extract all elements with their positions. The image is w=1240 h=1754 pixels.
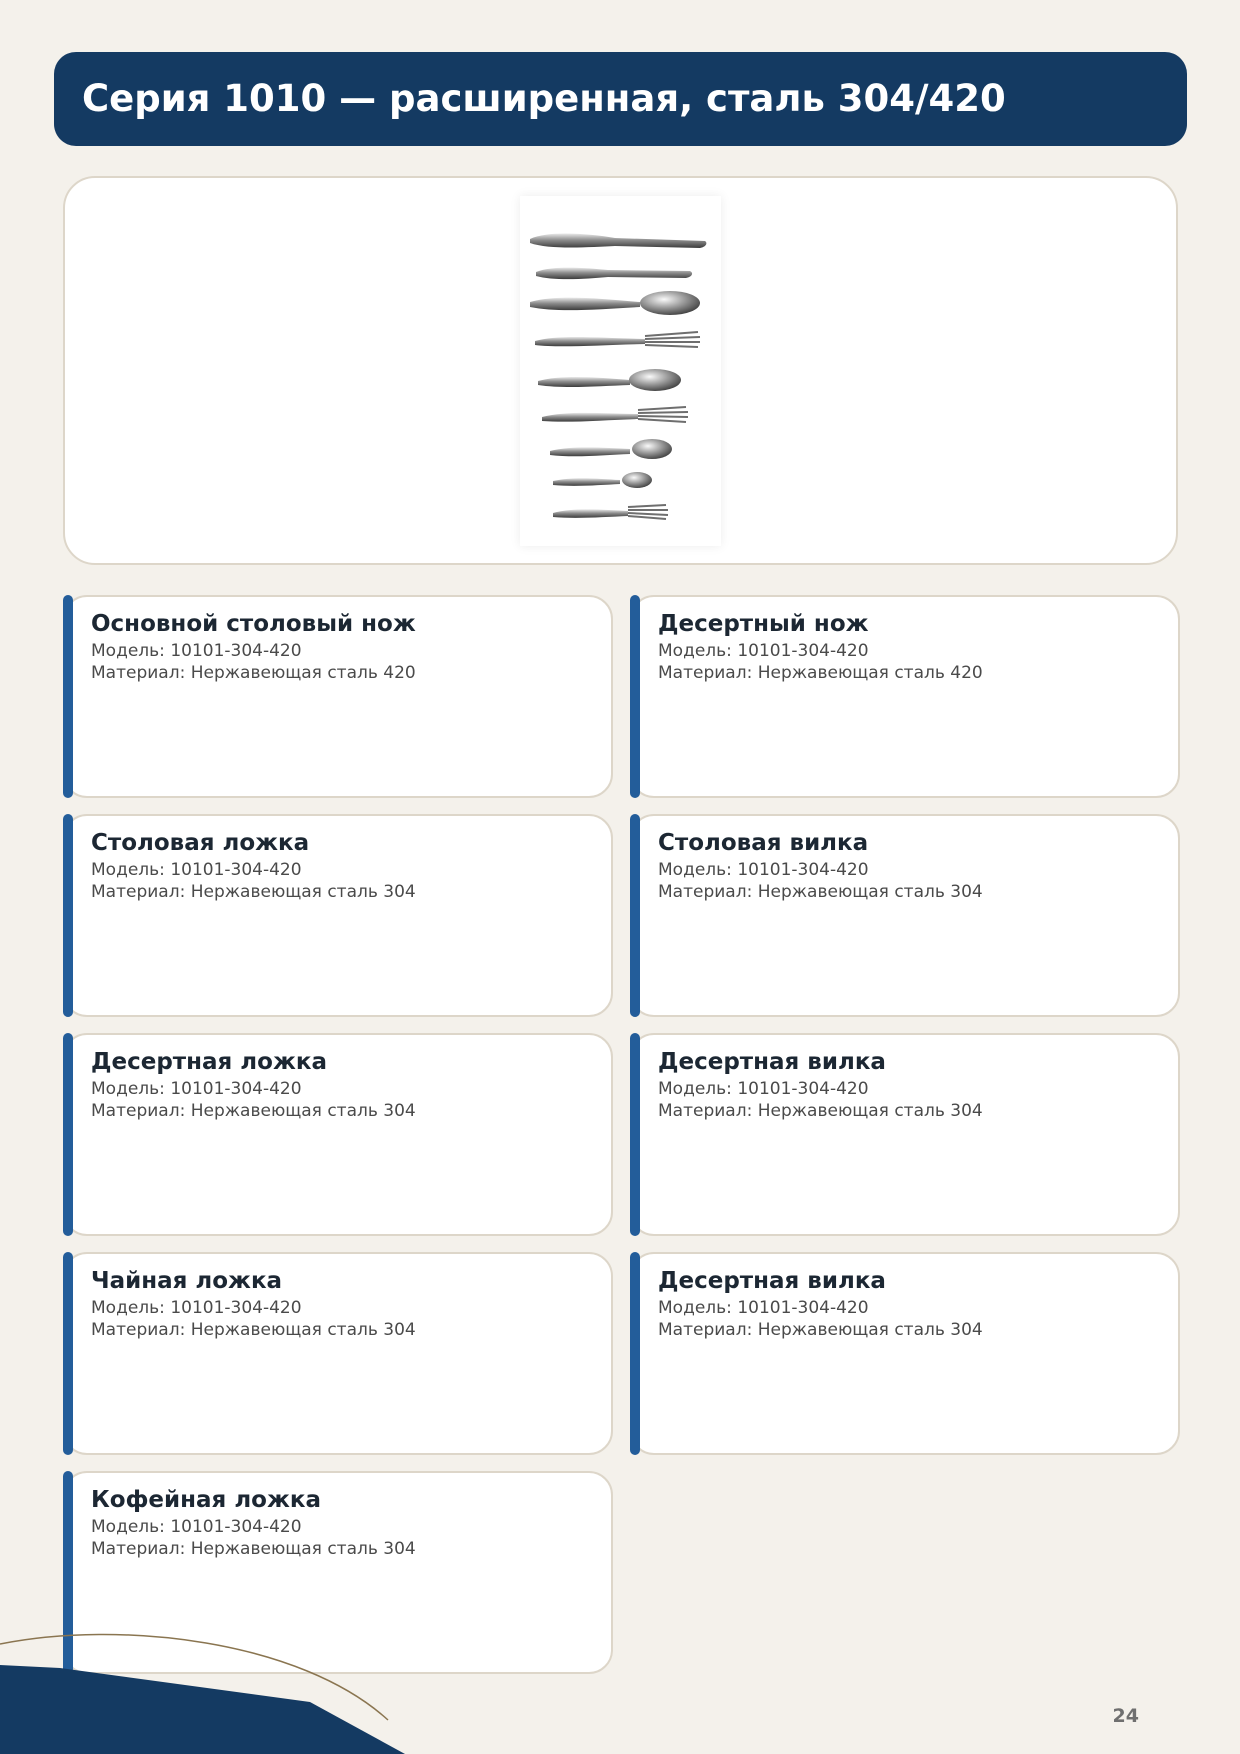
product-name: Столовая вилка — [658, 830, 869, 856]
model-value: 10101-304-420 — [737, 1079, 869, 1099]
material-label: Материал: — [91, 1320, 186, 1340]
product-model — [658, 1079, 869, 1099]
material-label: Материал: — [658, 1101, 753, 1121]
product-card — [63, 1033, 613, 1236]
model-label: Модель: — [658, 860, 732, 880]
product-name: Основной столовый нож — [91, 611, 416, 637]
model-label: Модель: — [91, 1079, 165, 1099]
model-label: Модель: — [91, 1298, 165, 1318]
dessert-fork — [542, 407, 688, 422]
product-model — [91, 1298, 302, 1318]
material-label: Материал: — [91, 663, 186, 683]
material-label: Материал: — [658, 1320, 753, 1340]
material-value: Нержавеющая сталь 420 — [757, 663, 983, 683]
table-fork — [535, 332, 700, 347]
material-value: Нержавеющая сталь 304 — [757, 882, 983, 902]
product-card — [630, 1033, 1180, 1236]
model-value: 10101-304-420 — [737, 1298, 869, 1318]
model-label: Модель: — [658, 641, 732, 661]
material-value: Нержавеющая сталь 304 — [757, 1101, 983, 1121]
page-title: Серия 1010 — расширенная, сталь 304/420 — [82, 77, 1006, 120]
model-value: 10101-304-420 — [170, 1517, 302, 1537]
model-value: 10101-304-420 — [737, 860, 869, 880]
material-value: Нержавеющая сталь 304 — [190, 882, 416, 902]
model-value: 10101-304-420 — [170, 1298, 302, 1318]
small-fork — [553, 505, 668, 519]
card-accent-bar — [63, 1033, 73, 1236]
product-material — [91, 1539, 416, 1559]
product-model — [658, 860, 869, 880]
dinner-knife — [530, 234, 706, 248]
coffee-spoon — [553, 472, 652, 488]
product-material — [91, 882, 416, 902]
model-value: 10101-304-420 — [737, 641, 869, 661]
product-name: Десертная ложка — [91, 1049, 327, 1075]
product-card — [630, 595, 1180, 798]
product-card — [63, 1252, 613, 1455]
card-accent-bar — [630, 1033, 640, 1236]
material-value: Нержавеющая сталь 304 — [190, 1101, 416, 1121]
tea-spoon — [550, 439, 672, 459]
material-value: Нержавеющая сталь 304 — [190, 1539, 416, 1559]
product-material — [91, 1101, 416, 1121]
card-accent-bar — [63, 814, 73, 1017]
footer-wave-decoration — [0, 1620, 420, 1754]
product-name: Десертная вилка — [658, 1049, 886, 1075]
material-value: Нержавеющая сталь 304 — [190, 1320, 416, 1340]
model-value: 10101-304-420 — [170, 641, 302, 661]
model-label: Модель: — [91, 1517, 165, 1537]
model-label: Модель: — [91, 860, 165, 880]
product-model — [91, 1517, 302, 1537]
cutlery-set-photo — [520, 196, 721, 546]
page-number: 24 — [1112, 1705, 1139, 1727]
material-label: Материал: — [658, 882, 753, 902]
model-label: Модель: — [91, 641, 165, 661]
card-accent-bar — [630, 814, 640, 1017]
product-name: Чайная ложка — [91, 1268, 283, 1294]
model-label: Модель: — [658, 1079, 732, 1099]
card-accent-bar — [63, 595, 73, 798]
card-accent-bar — [630, 595, 640, 798]
product-material — [91, 1320, 416, 1340]
product-card — [630, 1252, 1180, 1455]
model-value: 10101-304-420 — [170, 1079, 302, 1099]
product-material — [658, 1101, 983, 1121]
product-material — [91, 663, 416, 683]
product-model — [91, 860, 302, 880]
model-label: Модель: — [658, 1298, 732, 1318]
product-name: Кофейная ложка — [91, 1487, 321, 1513]
header-banner — [54, 52, 1187, 146]
product-name: Десертный нож — [658, 611, 869, 637]
product-model — [658, 1298, 869, 1318]
product-card — [63, 814, 613, 1017]
table-spoon — [530, 291, 700, 315]
dessert-knife — [536, 268, 692, 280]
material-label: Материал: — [658, 663, 753, 683]
card-accent-bar — [630, 1252, 640, 1455]
product-material — [658, 663, 983, 683]
product-name: Столовая ложка — [91, 830, 310, 856]
material-label: Материал: — [91, 1101, 186, 1121]
card-accent-bar — [63, 1252, 73, 1455]
product-model — [91, 1079, 302, 1099]
material-value: Нержавеющая сталь 304 — [757, 1320, 983, 1340]
product-name: Десертная вилка — [658, 1268, 886, 1294]
product-material — [658, 882, 983, 902]
dessert-spoon — [538, 369, 681, 391]
model-value: 10101-304-420 — [170, 860, 302, 880]
product-model — [91, 641, 302, 661]
product-image-panel — [63, 176, 1178, 565]
product-model — [658, 641, 869, 661]
product-material — [658, 1320, 983, 1340]
product-card — [63, 595, 613, 798]
material-label: Материал: — [91, 882, 186, 902]
material-label: Материал: — [91, 1539, 186, 1559]
product-card — [630, 814, 1180, 1017]
material-value: Нержавеющая сталь 420 — [190, 663, 416, 683]
